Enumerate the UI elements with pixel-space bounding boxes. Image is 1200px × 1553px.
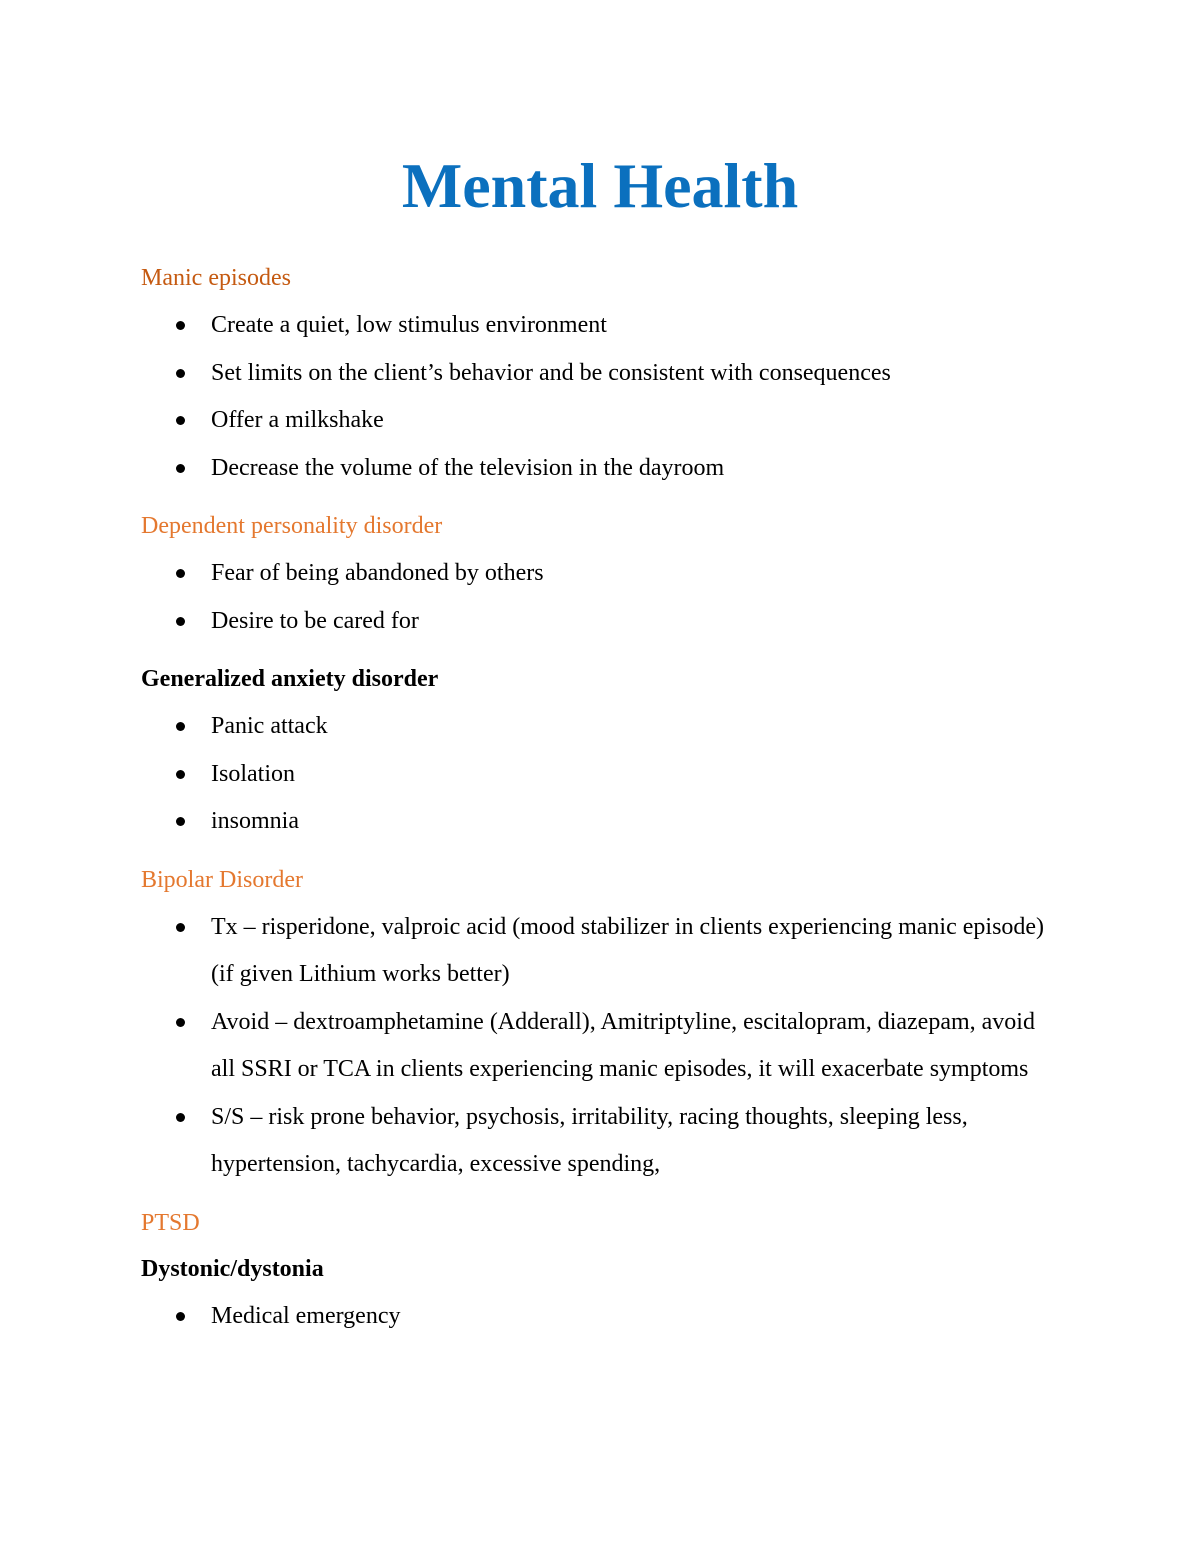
list-item (141, 751, 1061, 799)
bullet-icon (176, 464, 185, 473)
bullet-icon (176, 1018, 185, 1027)
bullet-icon (176, 569, 185, 578)
list-item-text: Panic attack (211, 713, 328, 739)
list-item (141, 999, 1061, 1094)
bullet-icon (176, 321, 185, 330)
section-heading: Generalized anxiety disorder (141, 666, 439, 692)
bullet-icon (176, 722, 185, 731)
list-item (141, 397, 1061, 445)
page-title: Mental Health (401, 150, 799, 221)
bullet-icon (176, 369, 185, 378)
bullet-icon (176, 617, 185, 626)
list-item-text: Isolation (211, 760, 295, 787)
list-item (141, 598, 1061, 646)
list-item-text: insomnia (211, 808, 299, 834)
list-item (141, 550, 1061, 598)
section-heading: Dependent personality disorder (141, 513, 443, 539)
bullet-list (141, 904, 1061, 1189)
bullet-icon (176, 817, 185, 826)
list-item (141, 350, 1061, 398)
section-dependent-personality-disorder (141, 506, 1061, 645)
section-manic-episodes (141, 258, 1061, 492)
section-heading: Dystonic/dystonia (141, 1255, 324, 1282)
bullet-list (141, 703, 1061, 846)
section-bipolar-disorder (141, 860, 1061, 1189)
list-item-text: Offer a milkshake (211, 407, 384, 433)
bullet-list (141, 1293, 1061, 1341)
list-item-text: Tx – risperidone, valproic acid (mood stabilizer in clients experiencing manic episode) (if given Lithium works better) (211, 913, 1045, 987)
document-body (141, 258, 1061, 1340)
bullet-list (141, 302, 1061, 492)
list-item-text: Decrease the volume of the television in the dayroom (211, 454, 725, 481)
bullet-icon (176, 416, 185, 425)
list-item (141, 1293, 1061, 1341)
list-item (141, 1094, 1061, 1189)
list-item (141, 302, 1061, 350)
bullet-icon (176, 770, 185, 779)
bullet-icon (176, 1113, 185, 1122)
bullet-icon (176, 1312, 185, 1321)
section-heading: Bipolar Disorder (141, 866, 303, 893)
list-item (141, 798, 1061, 846)
section-dystonia (141, 1249, 1061, 1341)
section-generalized-anxiety-disorder (141, 659, 1061, 846)
list-item-text: Avoid – dextroamphetamine (Adderall), Amitriptyline, escitalopram, diazepam, avoid all SSRI or TCA in clients experiencing manic episodes, it will exacerbate symptoms (211, 1008, 1035, 1082)
list-item-text: Desire to be cared for (211, 607, 419, 634)
list-item-text: Fear of being abandoned by others (211, 560, 544, 586)
section-ptsd (141, 1203, 1061, 1243)
list-item (141, 904, 1061, 999)
section-heading: Manic episodes (141, 265, 291, 291)
list-item-text: Medical emergency (211, 1302, 401, 1329)
list-item (141, 703, 1061, 751)
list-item-text: Set limits on the client’s behavior and be consistent with consequences (211, 359, 891, 386)
list-item-text: S/S – risk prone behavior, psychosis, irritability, racing thoughts, sleeping less, hypertension, tachycardia, excessive spending, (211, 1103, 968, 1177)
bullet-list (141, 550, 1061, 645)
bullet-icon (176, 923, 185, 932)
list-item-text: Create a quiet, low stimulus environment (211, 312, 607, 338)
list-item (141, 445, 1061, 493)
section-heading: PTSD (141, 1209, 200, 1236)
